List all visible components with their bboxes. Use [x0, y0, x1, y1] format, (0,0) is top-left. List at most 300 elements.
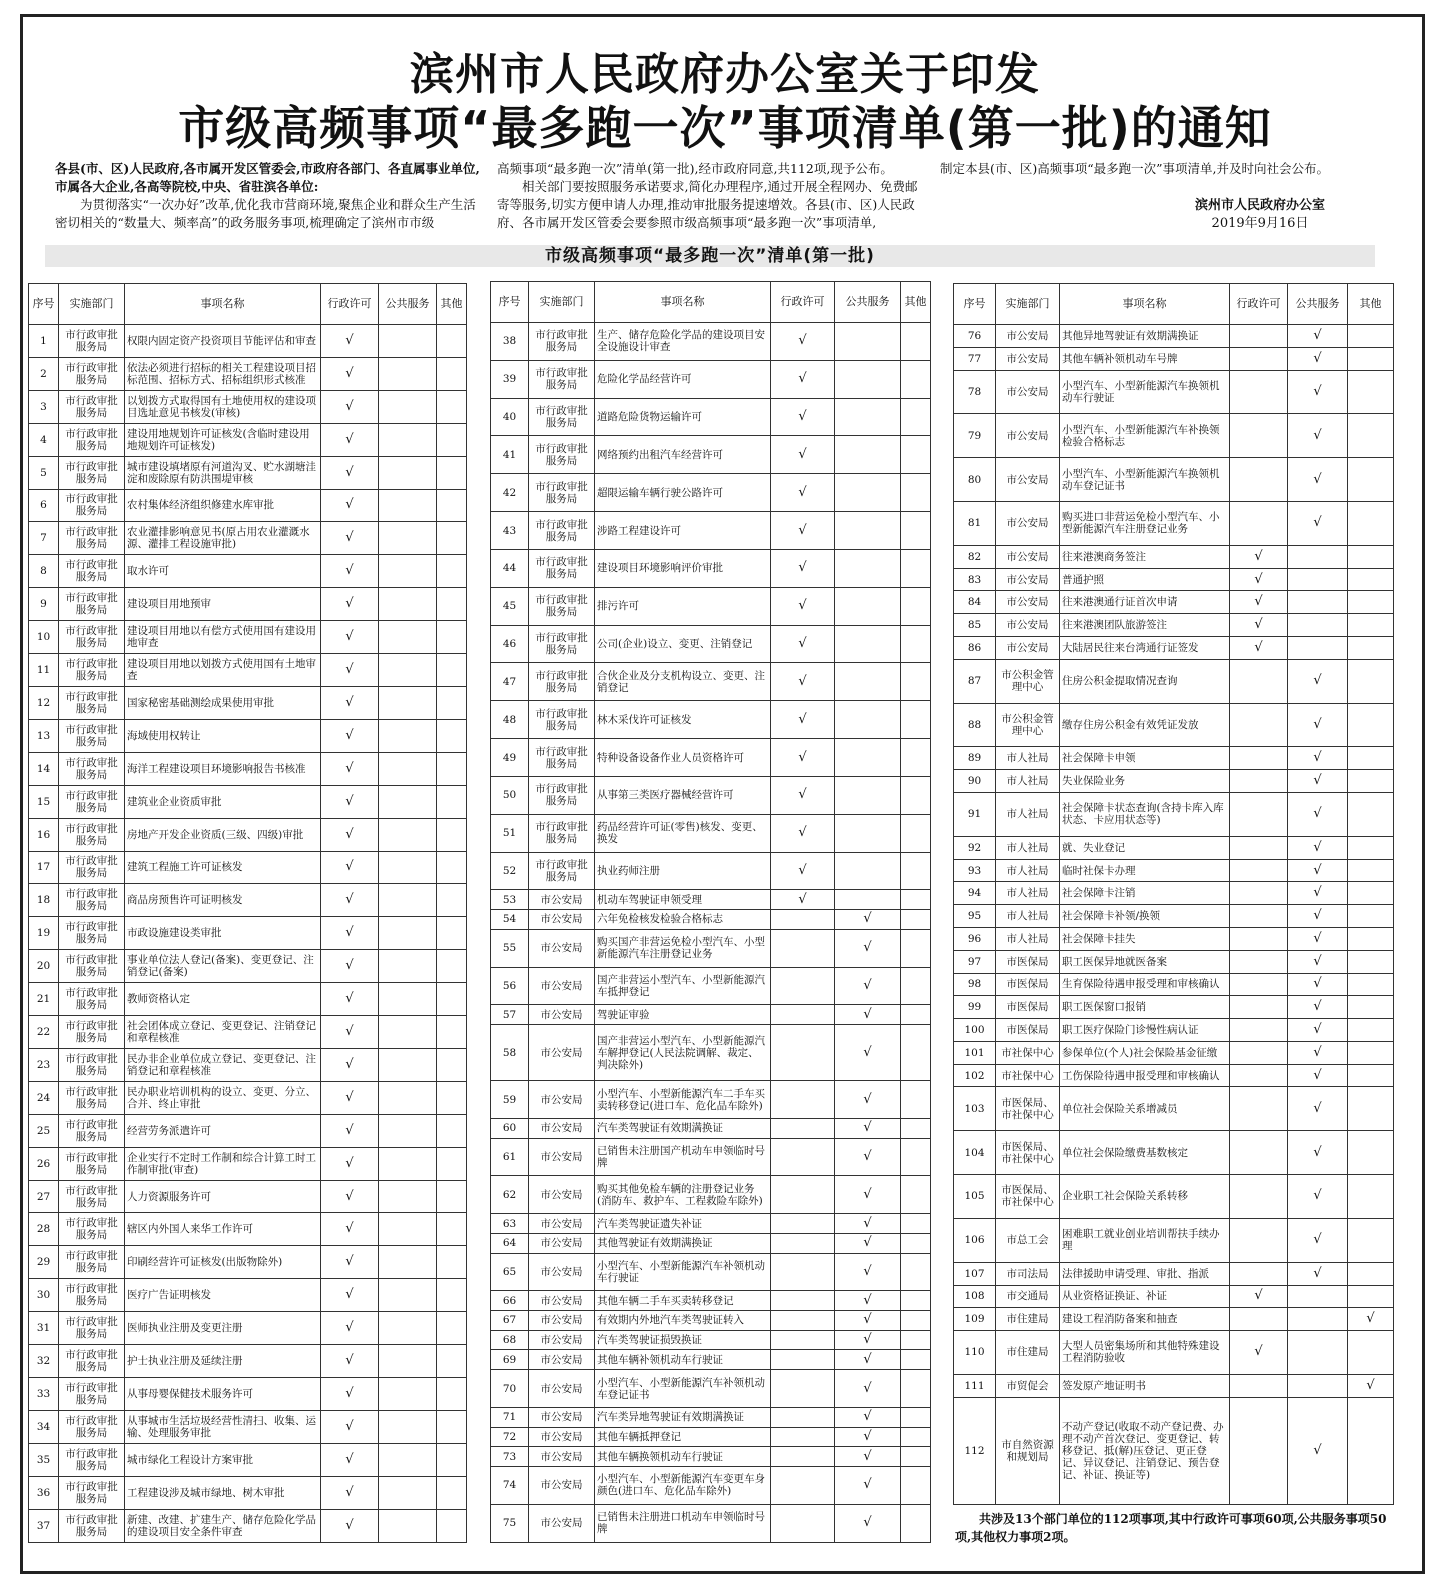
- row-number: 7: [29, 522, 59, 555]
- public-service-mark: √: [835, 967, 901, 1005]
- admin-license-mark: √: [321, 1213, 379, 1246]
- table-row: [491, 739, 931, 777]
- admin-license-mark: [771, 910, 835, 930]
- department: 市公安局: [529, 1138, 595, 1176]
- table-row: [491, 1081, 931, 1119]
- table-row: [491, 967, 931, 1005]
- other-mark: [437, 818, 467, 851]
- admin-license-mark: [1230, 770, 1288, 793]
- table-row: [29, 1345, 467, 1378]
- row-number: 92: [954, 836, 996, 859]
- table-row: [29, 983, 467, 1016]
- item-name: 小型汽车、小型新能源汽车变更车身颜色(进口车、危化品车除外): [595, 1466, 771, 1504]
- row-number: 63: [491, 1214, 529, 1234]
- table-row: [29, 1016, 467, 1049]
- admin-license-mark: [771, 1447, 835, 1467]
- row-number: 84: [954, 591, 996, 614]
- table-row: [29, 325, 467, 358]
- row-number: 90: [954, 770, 996, 793]
- row-number: 22: [29, 1016, 59, 1049]
- other-mark: [1348, 703, 1394, 747]
- item-name: 海域使用权转让: [125, 719, 321, 752]
- item-name: 从事母婴保健技术服务许可: [125, 1378, 321, 1411]
- intro-addressee: 各县(市、区)人民政府,各市属开发区管委会,市政府各部门、各直属事业单位,市属各大企业,各高等院校,中央、省驻滨各单位:: [55, 161, 480, 194]
- public-service-mark: [835, 436, 901, 474]
- admin-license-mark: √: [321, 621, 379, 654]
- row-number: 88: [954, 703, 996, 747]
- table-row: [491, 436, 931, 474]
- item-name: 社会保障卡注销: [1060, 882, 1230, 905]
- item-name: 缴存住房公积金有效凭证发放: [1060, 703, 1230, 747]
- row-number: 58: [491, 1025, 529, 1081]
- row-number: 73: [491, 1447, 529, 1467]
- other-mark: [437, 1312, 467, 1345]
- other-mark: [901, 1118, 931, 1138]
- other-mark: [901, 890, 931, 910]
- item-name: 法律援助申请受理、审批、指派: [1060, 1262, 1230, 1285]
- admin-license-mark: √: [771, 360, 835, 398]
- public-service-mark: [379, 1147, 437, 1180]
- department: 市行政审批服务局: [59, 1048, 125, 1081]
- public-service-mark: √: [1288, 996, 1348, 1019]
- admin-license-mark: √: [321, 357, 379, 390]
- department: 市行政审批服务局: [529, 625, 595, 663]
- public-service-mark: [379, 686, 437, 719]
- public-service-mark: [379, 752, 437, 785]
- date: 2019年9月16日: [1211, 216, 1309, 231]
- admin-license-mark: √: [321, 917, 379, 950]
- table-row: [29, 1147, 467, 1180]
- table-row: [29, 555, 467, 588]
- item-name: 六年免检核发检验合格标志: [595, 910, 771, 930]
- row-number: 15: [29, 785, 59, 818]
- public-service-mark: [379, 654, 437, 687]
- other-mark: [901, 701, 931, 739]
- row-number: 77: [954, 347, 996, 370]
- other-mark: [1348, 1331, 1394, 1375]
- other-mark: [901, 1138, 931, 1176]
- other-mark: [901, 1081, 931, 1119]
- admin-license-mark: [1230, 1308, 1288, 1331]
- row-number: 110: [954, 1331, 996, 1375]
- admin-license-mark: √: [771, 398, 835, 436]
- table-row: [954, 1041, 1394, 1064]
- public-service-mark: [379, 1048, 437, 1081]
- other-mark: [901, 323, 931, 361]
- other-mark: [437, 983, 467, 1016]
- item-name: 执业药师注册: [595, 852, 771, 890]
- other-mark: [901, 1311, 931, 1331]
- item-name: 大陆居民往来台湾通行证签发: [1060, 637, 1230, 660]
- item-name: 道路危险货物运输许可: [595, 398, 771, 436]
- department: 市公安局: [529, 1253, 595, 1291]
- other-mark: [1348, 1041, 1394, 1064]
- public-service-mark: √: [1288, 414, 1348, 458]
- department: 市人社局: [996, 836, 1060, 859]
- department: 市公安局: [996, 325, 1060, 348]
- other-mark: [1348, 568, 1394, 591]
- item-name: 从事第三类医疗器械经营许可: [595, 776, 771, 814]
- item-name: 驾驶证审验: [595, 1005, 771, 1025]
- row-number: 82: [954, 545, 996, 568]
- public-service-mark: [1288, 1308, 1348, 1331]
- row-number: 105: [954, 1175, 996, 1219]
- admin-license-mark: √: [321, 950, 379, 983]
- department: 市人社局: [996, 882, 1060, 905]
- item-name: 新建、改建、扩建生产、储存危险化学品的建设项目安全条件审查: [125, 1509, 321, 1542]
- public-service-mark: [1288, 637, 1348, 660]
- public-service-mark: √: [1288, 1262, 1348, 1285]
- row-number: 81: [954, 502, 996, 546]
- other-mark: [437, 785, 467, 818]
- department: 市行政审批服务局: [529, 701, 595, 739]
- admin-license-mark: √: [321, 1048, 379, 1081]
- table-row: [29, 719, 467, 752]
- row-number: 70: [491, 1370, 529, 1408]
- public-service-mark: √: [835, 1081, 901, 1119]
- table-row: [491, 910, 931, 930]
- other-mark: [1348, 1131, 1394, 1175]
- admin-license-mark: [1230, 1019, 1288, 1042]
- public-service-mark: [379, 884, 437, 917]
- other-mark: [901, 1253, 931, 1291]
- public-service-mark: √: [835, 1370, 901, 1408]
- department: 市公安局: [529, 1466, 595, 1504]
- row-number: 10: [29, 621, 59, 654]
- table-row: [29, 1213, 467, 1246]
- other-mark: [1348, 614, 1394, 637]
- row-number: 96: [954, 927, 996, 950]
- item-name: 小型汽车、小型新能源汽车补领机动车行驶证: [595, 1253, 771, 1291]
- table-row: [954, 703, 1394, 747]
- department: 市人社局: [996, 747, 1060, 770]
- public-service-mark: √: [1288, 1131, 1348, 1175]
- admin-license-mark: [771, 929, 835, 967]
- table-row: [491, 1214, 931, 1234]
- public-service-mark: √: [835, 1311, 901, 1331]
- row-number: 13: [29, 719, 59, 752]
- row-number: 103: [954, 1087, 996, 1131]
- other-mark: [901, 739, 931, 777]
- department: 市行政审批服务局: [59, 686, 125, 719]
- department: 市行政审批服务局: [59, 785, 125, 818]
- department: 市总工会: [996, 1218, 1060, 1262]
- table-row: [954, 905, 1394, 928]
- list-title: 市级高频事项“最多跑一次”清单(第一批): [45, 245, 1375, 267]
- public-service-mark: [379, 1213, 437, 1246]
- row-number: 5: [29, 456, 59, 489]
- admin-license-mark: [1230, 1041, 1288, 1064]
- row-number: 111: [954, 1374, 996, 1397]
- public-service-mark: [379, 983, 437, 1016]
- public-service-mark: √: [1288, 347, 1348, 370]
- department: 市行政审批服务局: [529, 814, 595, 852]
- admin-license-mark: [771, 1214, 835, 1234]
- public-service-mark: √: [1288, 1218, 1348, 1262]
- table-row: [491, 1504, 931, 1542]
- row-number: 101: [954, 1041, 996, 1064]
- row-number: 57: [491, 1005, 529, 1025]
- notice-title-line1: 滨州市人民政府办公室关于印发: [410, 49, 1040, 100]
- table-row: [491, 587, 931, 625]
- admin-license-mark: [1230, 927, 1288, 950]
- public-service-mark: [835, 512, 901, 550]
- admin-license-mark: √: [321, 1016, 379, 1049]
- item-name: 已销售未注册进口机动车申领临时号牌: [595, 1504, 771, 1542]
- row-number: 27: [29, 1180, 59, 1213]
- public-service-mark: [835, 814, 901, 852]
- item-name: 困难职工就业创业培训帮扶手续办理: [1060, 1218, 1230, 1262]
- other-mark: [1348, 1087, 1394, 1131]
- item-name: 就、失业登记: [1060, 836, 1230, 859]
- public-service-mark: [379, 1279, 437, 1312]
- other-mark: [437, 1246, 467, 1279]
- public-service-mark: [379, 917, 437, 950]
- admin-license-mark: [771, 1311, 835, 1331]
- table-row: [491, 1407, 931, 1427]
- admin-license-mark: [771, 1350, 835, 1370]
- department: 市行政审批服务局: [59, 1081, 125, 1114]
- intro-paragraph: 相关部门要按照服务承诺要求,简化办理程序,通过开展全程网办、免费邮寄等服务,切实方便申请人办理,推动审批服务提速增效。各县(市、区)人民政府、各市属开发区管委会要参照市级高频事项“最多跑一次”事项清单,: [497, 179, 918, 230]
- item-name: 国产非营运小型汽车、小型新能源汽车抵押登记: [595, 967, 771, 1005]
- row-number: 45: [491, 587, 529, 625]
- department: 市行政审批服务局: [59, 621, 125, 654]
- column-header: 行政许可: [1230, 284, 1288, 325]
- item-name: 医疗广告证明核发: [125, 1279, 321, 1312]
- item-table-3: [953, 283, 1394, 1505]
- row-number: 95: [954, 905, 996, 928]
- table-row: [954, 973, 1394, 996]
- other-mark: [437, 1048, 467, 1081]
- table-row: [491, 625, 931, 663]
- table-row: [954, 1285, 1394, 1308]
- other-mark: [437, 752, 467, 785]
- column-header: 序号: [29, 284, 59, 325]
- department: 市公安局: [529, 910, 595, 930]
- item-name: 职工医保窗口报销: [1060, 996, 1230, 1019]
- item-name: 建设项目环境影响评价审批: [595, 549, 771, 587]
- public-service-mark: √: [1288, 1397, 1348, 1504]
- public-service-mark: [379, 1081, 437, 1114]
- department: 市公安局: [996, 637, 1060, 660]
- other-mark: [437, 1410, 467, 1443]
- public-service-mark: [379, 489, 437, 522]
- table-row: [954, 1131, 1394, 1175]
- item-name: 护士执业注册及延续注册: [125, 1345, 321, 1378]
- department: 市公安局: [529, 1407, 595, 1427]
- other-mark: [1348, 836, 1394, 859]
- department: 市住建局: [996, 1308, 1060, 1331]
- public-service-mark: [379, 1410, 437, 1443]
- row-number: 71: [491, 1407, 529, 1427]
- row-number: 86: [954, 637, 996, 660]
- item-name: 其他车辆二手车买卖转移登记: [595, 1291, 771, 1311]
- department: 市行政审批服务局: [59, 325, 125, 358]
- row-number: 26: [29, 1147, 59, 1180]
- other-mark: [901, 1350, 931, 1370]
- public-service-mark: [835, 474, 901, 512]
- public-service-mark: [379, 1180, 437, 1213]
- item-name: 其他驾驶证有效期满换证: [595, 1233, 771, 1253]
- public-service-mark: √: [835, 910, 901, 930]
- row-number: 87: [954, 659, 996, 703]
- item-name: 购买其他免检车辆的注册登记业务(消防车、救护车、工程救险车除外): [595, 1176, 771, 1214]
- admin-license-mark: √: [321, 1279, 379, 1312]
- table-row: [29, 686, 467, 719]
- department: 市住建局: [996, 1331, 1060, 1375]
- department: 市公安局: [529, 1214, 595, 1234]
- table-row: [954, 927, 1394, 950]
- row-number: 43: [491, 512, 529, 550]
- item-name: 从业资格证换证、补证: [1060, 1285, 1230, 1308]
- item-name: 印刷经营许可证核发(出版物除外): [125, 1246, 321, 1279]
- row-number: 2: [29, 357, 59, 390]
- department: 市行政审批服务局: [529, 587, 595, 625]
- item-name: 合伙企业及分支机构设立、变更、注销登记: [595, 663, 771, 701]
- item-name: 其他车辆补领机动车号牌: [1060, 347, 1230, 370]
- department: 市公安局: [529, 1427, 595, 1447]
- department: 市公安局: [996, 347, 1060, 370]
- admin-license-mark: √: [771, 739, 835, 777]
- table-row: [491, 1291, 931, 1311]
- other-mark: [437, 686, 467, 719]
- department: 市行政审批服务局: [59, 1312, 125, 1345]
- department: 市公安局: [996, 545, 1060, 568]
- admin-license-mark: [1230, 414, 1288, 458]
- public-service-mark: [379, 390, 437, 423]
- public-service-mark: √: [1288, 1041, 1348, 1064]
- other-mark: [437, 621, 467, 654]
- admin-license-mark: √: [321, 390, 379, 423]
- admin-license-mark: [771, 1466, 835, 1504]
- department: 市行政审批服务局: [59, 1476, 125, 1509]
- other-mark: [437, 1476, 467, 1509]
- table-row: [29, 621, 467, 654]
- other-mark: [901, 1005, 931, 1025]
- other-mark: [1348, 1285, 1394, 1308]
- other-mark: [1348, 1218, 1394, 1262]
- row-number: 106: [954, 1218, 996, 1262]
- department: 市人社局: [996, 905, 1060, 928]
- public-service-mark: [379, 719, 437, 752]
- public-service-mark: [379, 1443, 437, 1476]
- other-mark: [437, 588, 467, 621]
- department: 市行政审批服务局: [59, 489, 125, 522]
- table-row: [491, 929, 931, 967]
- other-mark: [1348, 502, 1394, 546]
- row-number: 50: [491, 776, 529, 814]
- department: 市人社局: [996, 927, 1060, 950]
- table-row: [954, 568, 1394, 591]
- table-row: [954, 996, 1394, 1019]
- table-row: [491, 1253, 931, 1291]
- admin-license-mark: √: [321, 1509, 379, 1542]
- admin-license-mark: √: [321, 489, 379, 522]
- item-name: 建设工程消防备案和抽查: [1060, 1308, 1230, 1331]
- public-service-mark: √: [835, 1025, 901, 1081]
- department: 市行政审批服务局: [59, 1279, 125, 1312]
- item-name: 其他车辆抵押登记: [595, 1427, 771, 1447]
- row-number: 24: [29, 1081, 59, 1114]
- public-service-mark: [835, 323, 901, 361]
- table-row: [491, 701, 931, 739]
- item-name: 签发原产地证明书: [1060, 1374, 1230, 1397]
- other-mark: [901, 360, 931, 398]
- admin-license-mark: √: [771, 776, 835, 814]
- other-mark: [901, 814, 931, 852]
- public-service-mark: [379, 1114, 437, 1147]
- public-service-mark: √: [835, 1176, 901, 1214]
- row-number: 35: [29, 1443, 59, 1476]
- table-header-row: [491, 282, 931, 323]
- row-number: 1: [29, 325, 59, 358]
- admin-license-mark: [771, 1138, 835, 1176]
- other-mark: [901, 1466, 931, 1504]
- department: 市行政审批服务局: [59, 1410, 125, 1443]
- item-name: 事业单位法人登记(备案)、变更登记、注销登记(备案): [125, 950, 321, 983]
- row-number: 23: [29, 1048, 59, 1081]
- admin-license-mark: [1230, 836, 1288, 859]
- intro-column-3: [940, 160, 1380, 178]
- item-name: 工程建设涉及城市绿地、树木审批: [125, 1476, 321, 1509]
- department: 市行政审批服务局: [59, 1443, 125, 1476]
- item-name: 购买国产非营运免检小型汽车、小型新能源汽车注册登记业务: [595, 929, 771, 967]
- row-number: 40: [491, 398, 529, 436]
- item-name: 失业保险业务: [1060, 770, 1230, 793]
- public-service-mark: √: [1288, 905, 1348, 928]
- admin-license-mark: [1230, 1218, 1288, 1262]
- public-service-mark: √: [835, 1447, 901, 1467]
- table-row: [954, 1064, 1394, 1087]
- public-service-mark: [379, 785, 437, 818]
- row-number: 55: [491, 929, 529, 967]
- item-name: 从事城市生活垃圾经营性清扫、收集、运输、处理服务审批: [125, 1410, 321, 1443]
- item-name: 建筑业企业资质审批: [125, 785, 321, 818]
- table-row: [491, 360, 931, 398]
- admin-license-mark: √: [321, 719, 379, 752]
- column-header: 事项名称: [595, 282, 771, 323]
- other-mark: [1348, 591, 1394, 614]
- admin-license-mark: √: [771, 436, 835, 474]
- other-mark: [901, 663, 931, 701]
- admin-license-mark: [1230, 325, 1288, 348]
- item-name: 建设项目用地以划拨方式使用国有土地审查: [125, 654, 321, 687]
- other-mark: [901, 474, 931, 512]
- table-row: [491, 1176, 931, 1214]
- admin-license-mark: [1230, 458, 1288, 502]
- other-mark: [901, 1370, 931, 1408]
- other-mark: [437, 1378, 467, 1411]
- table-row: [954, 1019, 1394, 1042]
- table-row: [29, 851, 467, 884]
- public-service-mark: √: [835, 1233, 901, 1253]
- row-number: 30: [29, 1279, 59, 1312]
- admin-license-mark: [1230, 973, 1288, 996]
- item-name: 房地产开发企业资质(三级、四级)审批: [125, 818, 321, 851]
- item-name: 单位社会保险关系增减员: [1060, 1087, 1230, 1131]
- row-number: 3: [29, 390, 59, 423]
- table-row: [29, 785, 467, 818]
- item-name: 超限运输车辆行驶公路许可: [595, 474, 771, 512]
- admin-license-mark: √: [321, 686, 379, 719]
- admin-license-mark: [771, 1253, 835, 1291]
- department: 市公安局: [996, 458, 1060, 502]
- item-name: 其他车辆换领机动车行驶证: [595, 1447, 771, 1467]
- public-service-mark: √: [835, 1214, 901, 1234]
- admin-license-mark: [1230, 1397, 1288, 1504]
- item-name: 生产、储存危险化学品的建设项目安全设施设计审查: [595, 323, 771, 361]
- department: 市行政审批服务局: [59, 1016, 125, 1049]
